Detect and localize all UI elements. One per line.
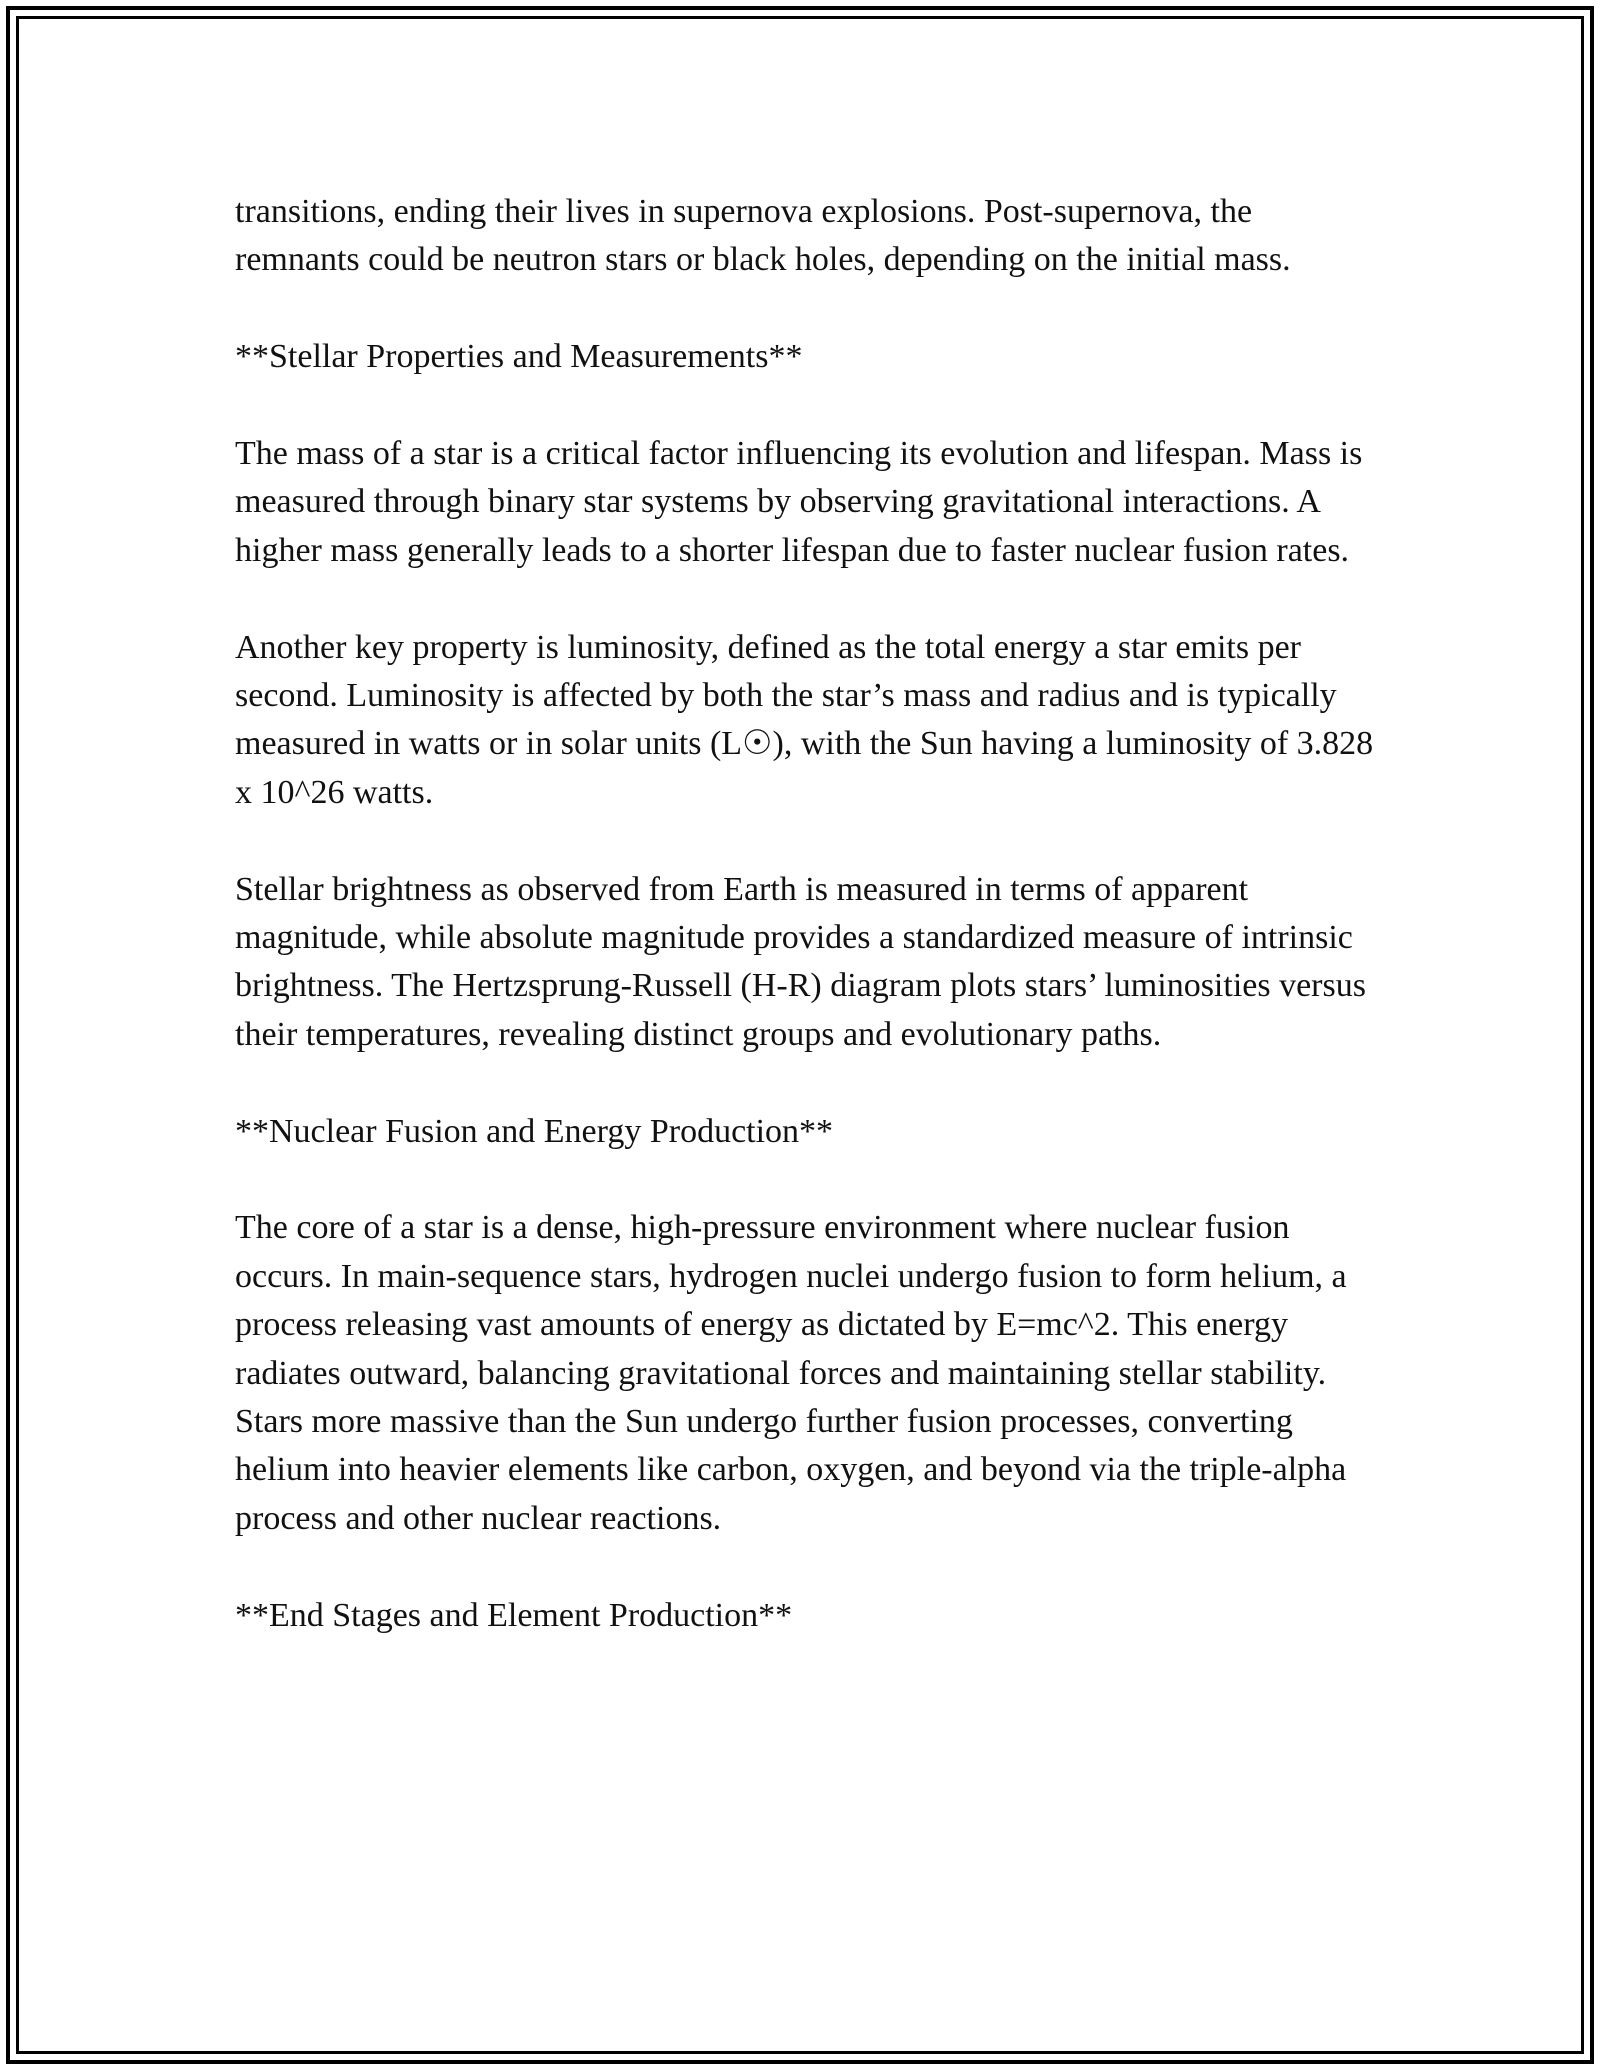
- document-body: [235, 188, 1375, 1688]
- heading-end-stages: **End Stages and Element Production**: [235, 1596, 793, 1634]
- heading-stellar-properties: **Stellar Properties and Measurements**: [235, 338, 803, 376]
- paragraph-supernova-remnants: transitions, ending their lives in supernova explosions. Post-supernova, the remnants could be neutron stars or black holes, depending on the initial mass.: [235, 193, 1291, 279]
- heading-nuclear-fusion: **Nuclear Fusion and Energy Production**: [235, 1112, 834, 1150]
- paragraph-luminosity: Another key property is luminosity, defined as the total energy a star emits per second. Luminosity is affected by both the star’s mass and radius and is typically measured in watts or in solar units (L☉), with the Sun having a luminosity of 3.828 x 10^26 watts.: [235, 628, 1374, 811]
- paragraph-brightness-hr-diagram: Stellar brightness as observed from Earth is measured in terms of apparent magnitude, while absolute magnitude provides a standardized measure of intrinsic brightness. The Hertzsprung-Russell (H-R) diagram plots stars’ luminosities versus their temperatures, revealing distinct groups and evolutionary paths.: [235, 870, 1366, 1053]
- paragraph-stellar-mass: The mass of a star is a critical factor influencing its evolution and lifespan. Mass is measured through binary star systems by observing gravitational interactions. A higher mass generally leads to a shorter lifespan due to faster nuclear fusion rates.: [235, 435, 1363, 569]
- paragraph-core-fusion: The core of a star is a dense, high-pressure environment where nuclear fusion occurs. In main-sequence stars, hydrogen nuclei undergo fusion to form helium, a process releasing vast amounts of energy as dictated by E=mc^2. This energy radiates outward, balancing gravitational forces and maintaining stellar stability. Stars more massive than the Sun undergo further fusion processes, converting helium into heavier elements like carbon, oxygen, and beyond via the triple-alpha process and other nuclear reactions.: [235, 1209, 1347, 1537]
